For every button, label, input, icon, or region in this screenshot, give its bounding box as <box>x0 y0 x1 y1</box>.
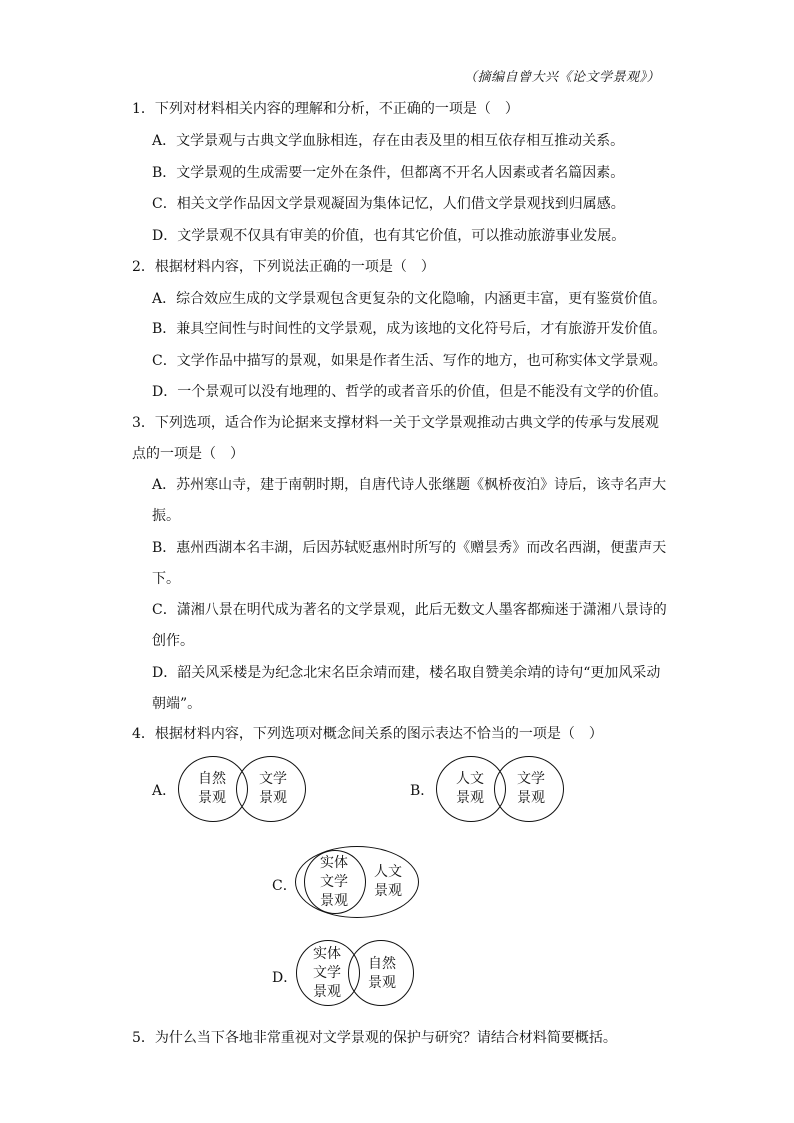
question-3-option-a-cont: 振。 <box>152 508 180 524</box>
diagram-d-left-text: 实体 文学 景观 <box>313 946 341 1000</box>
question-3-option-b: B．惠州西湖本名丰湖，后因苏轼贬惠州时所写的《赠昙秀》而改名西湖，便蜚声天 <box>152 540 667 556</box>
diagram-c-label: C． <box>272 878 297 894</box>
question-2-option-a: A．综合效应生成的文学景观包含更复杂的文化隐喻，内涵更丰富，更有鉴赏价值。 <box>152 291 667 307</box>
diagram-a-left-text: 自然 景观 <box>198 771 226 806</box>
diagram-b-right-text: 文学 景观 <box>517 771 545 806</box>
question-2-option-b: B．兼具空间性与时间性的文学景观，成为该地的文化符号后，才有旅游开发价值。 <box>152 321 667 337</box>
question-1-option-c: C．相关文学作品因文学景观凝固为集体记忆，人们借文学景观找到归属感。 <box>152 196 625 212</box>
question-3-stem-line2: 点的一项是（ ） <box>132 446 244 462</box>
question-1-stem: 1．下列对材料相关内容的理解和分析，不正确的一项是（ ） <box>132 101 519 117</box>
diagram-b-left-text: 人文 景观 <box>456 771 484 806</box>
question-3-option-d-cont: 朝端”。 <box>152 696 202 712</box>
source-citation: （摘编自曾大兴《论文学景观》） <box>463 70 660 85</box>
question-3-option-d: D．韶关风采楼是为纪念北宋名臣余靖而建，楼名取自赞美余靖的诗句“更加风采动 <box>152 665 661 681</box>
question-2-option-c: C．文学作品中描写的景观，如果是作者生活、写作的地方，也可称实体文学景观。 <box>152 353 667 369</box>
question-3-option-b-cont: 下。 <box>152 571 180 587</box>
question-1-option-b: B．文学景观的生成需要一定外在条件，但都离不开名人因素或者名篇因素。 <box>152 165 625 181</box>
question-5-stem: 5．为什么当下各地非常重视对文学景观的保护与研究？请结合材料简要概括。 <box>132 1030 617 1046</box>
diagram-b-label: B． <box>410 783 435 799</box>
question-3-option-a: A．苏州寒山寺，建于南朝时期，自唐代诗人张继题《枫桥夜泊》诗后，该寺名声大 <box>152 477 667 493</box>
question-3-stem-line1: 3．下列选项，适合作为论据来支撑材料一关于文学景观推动古典文学的传承与发展观 <box>132 415 659 431</box>
question-3-option-c-cont: 创作。 <box>152 633 194 649</box>
diagram-d-right-text: 自然 景观 <box>368 956 396 991</box>
diagram-a-label: A． <box>152 783 177 799</box>
question-2-stem: 2．根据材料内容，下列说法正确的一项是（ ） <box>132 259 435 275</box>
diagram-c-outer-text: 人文 景观 <box>374 864 402 899</box>
diagram-d-label: D． <box>272 970 298 986</box>
diagram-c-inner-text: 实体 文学 景观 <box>320 855 348 909</box>
question-4-stem: 4．根据材料内容，下列选项对概念间关系的图示表达不恰当的一项是（ ） <box>132 726 603 742</box>
question-2-option-d: D．一个景观可以没有地理的、哲学的或者音乐的价值，但是不能没有文学的价值。 <box>152 384 668 400</box>
question-1-option-d: D．文学景观不仅具有审美的价值，也有其它价值，可以推动旅游事业发展。 <box>152 228 626 244</box>
diagram-a-right-text: 文学 景观 <box>259 771 287 806</box>
question-3-option-c: C．潇湘八景在明代成为著名的文学景观，此后无数文人墨客都痴迷于潇湘八景诗的 <box>152 602 667 618</box>
question-1-option-a: A．文学景观与古典文学血脉相连，存在由表及里的相互依存相互推动关系。 <box>152 133 625 149</box>
